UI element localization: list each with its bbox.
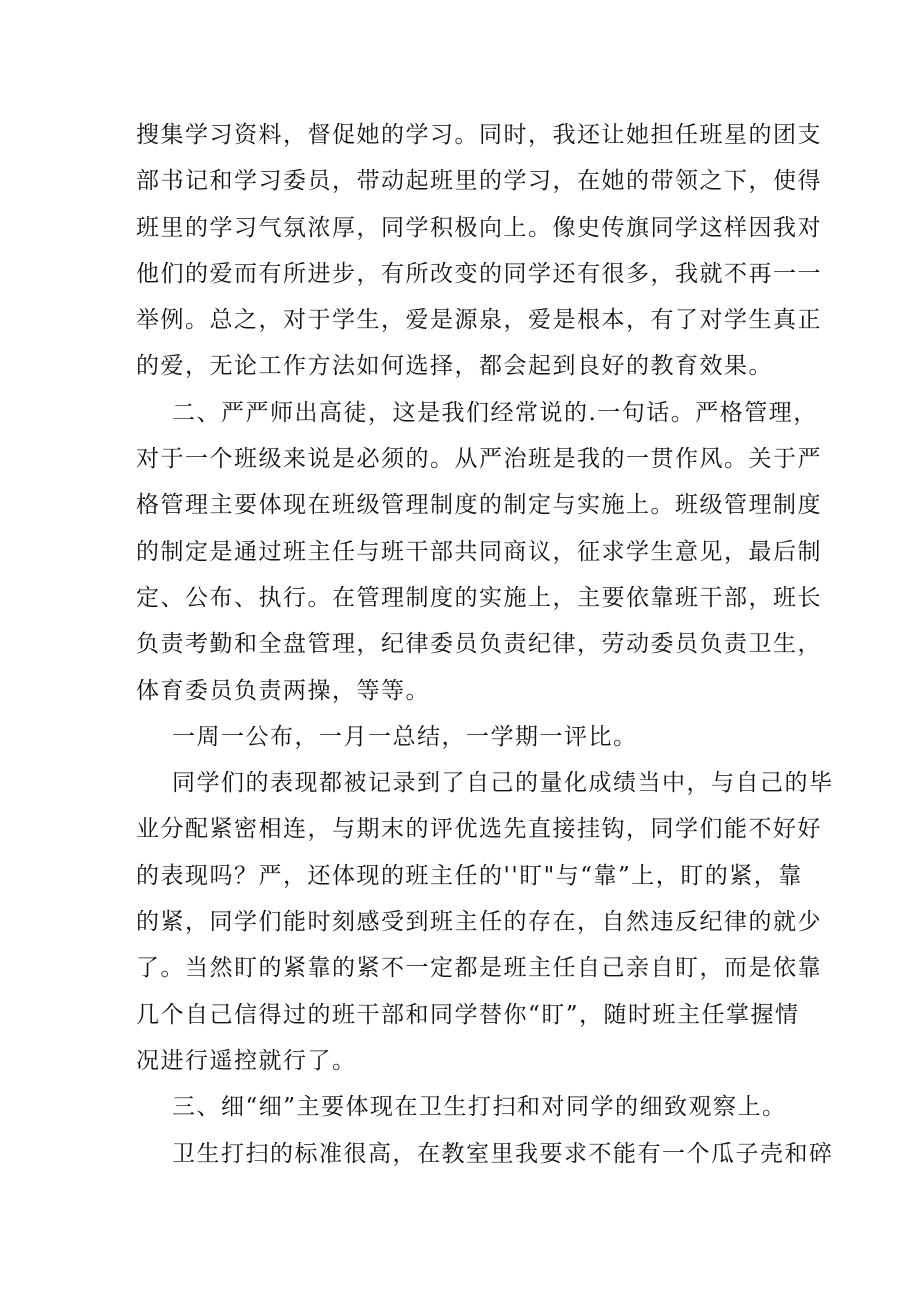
text-line: 对于一个班级来说是必须的。从严治班是我的一贯作风。关于严 xyxy=(136,446,822,473)
text-line: 搜集学习资料，督促她的学习。同时，我还让她担任班星的团支 xyxy=(136,122,822,148)
text-line: 了。当然盯的紧靠的紧不一定都是班主任自己亲自盯，而是依靠 xyxy=(136,955,822,982)
text-line: 部书记和学习委员，带动起班里的学习，在她的带领之下，使得 xyxy=(136,168,822,195)
text-line: 二、严严师出高徒，这是我们经常说的.一句话。严格管理， xyxy=(172,399,818,426)
text-line: 的制定是通过班主任与班干部共同商议，征求学生意见，最后制 xyxy=(136,538,822,565)
text-line: 格管理主要体现在班级管理制度的制定与实施上。班级管理制度 xyxy=(136,492,822,519)
text-line: 卫生打扫的标准很高，在教室里我要求不能有一个瓜子壳和碎 xyxy=(172,1140,834,1167)
text-line: 一周一公布，一月一总结，一学期一评比。 xyxy=(172,723,638,750)
text-line: 负责考勤和全盘管理，纪律委员负责纪律，劳动委员负责卫生， xyxy=(136,631,822,658)
body-text xyxy=(136,112,834,1177)
text-line: 况进行遥控就行了。 xyxy=(136,1047,357,1074)
text-line: 他们的爱而有所进步，有所改变的同学还有很多，我就不再一一 xyxy=(136,260,822,287)
text-line: 几个自己信得过的班干部和同学替你“盯”，随时班主任掌握情 xyxy=(136,1001,800,1028)
text-line: 的爱，无论工作方法如何选择，都会起到良好的教育效果。 xyxy=(136,353,773,380)
text-line: 体育委员负责两操，等等。 xyxy=(136,677,430,704)
text-line: 举例。总之，对于学生，爱是源泉，爱是根本，有了对学生真正 xyxy=(136,307,822,334)
text-line: 班里的学习气氛浓厚，同学积极向上。像史传旗同学这样因我对 xyxy=(136,214,822,241)
text-line: 业分配紧密相连，与期末的评优选先直接挂钩，同学们能不好好 xyxy=(136,816,822,843)
text-line: 的表现吗？严，还体现的班主任的''盯"与“靠”上，盯的紧，靠 xyxy=(136,862,803,889)
text-line: 同学们的表现都被记录到了自己的量化成绩当中，与自己的毕 xyxy=(172,770,834,797)
text-line: 三、细“细”主要体现在卫生打扫和对同学的细致观察上。 xyxy=(172,1094,787,1121)
text-line: 定、公布、执行。在管理制度的实施上，主要依靠班干部，班长 xyxy=(136,584,822,611)
text-line: 的紧，同学们能时刻感受到班主任的存在，自然违反纪律的就少 xyxy=(136,909,822,936)
